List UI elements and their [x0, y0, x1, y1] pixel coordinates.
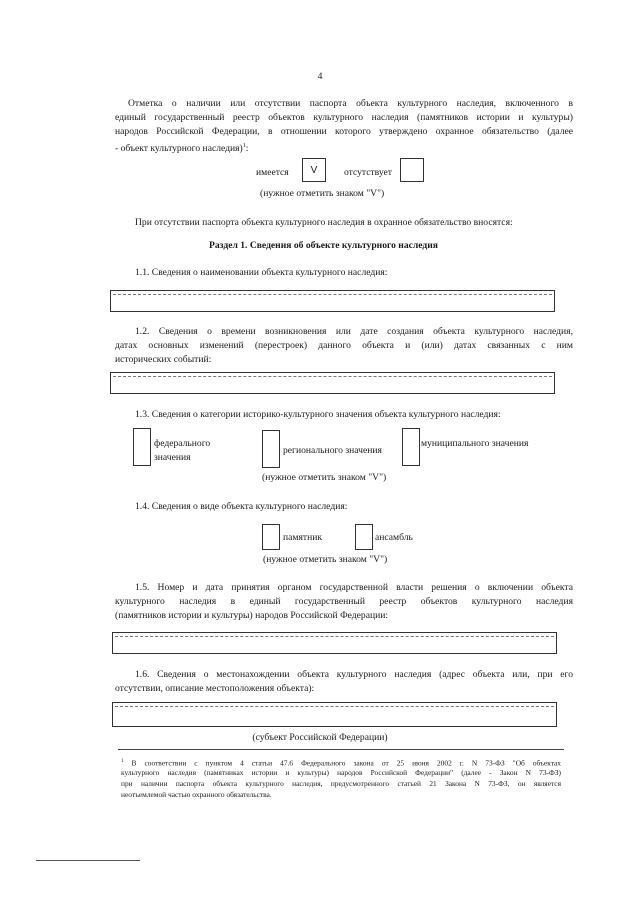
passport-exists-checkbox[interactable] [302, 158, 326, 182]
intro-line-4-colon: : [245, 143, 249, 155]
municipal-checkbox[interactable] [402, 428, 420, 466]
passport-absent-label: отсутствует [344, 167, 392, 178]
page-number: 4 [317, 71, 323, 82]
intro-line-4 [115, 139, 573, 156]
location-field[interactable] [112, 702, 557, 727]
passport-note: (нужное отметить знаком "V") [260, 188, 385, 199]
object-dates-field[interactable] [110, 372, 555, 394]
section-1-5-line-1: 1.5. Номер и дата принятия органом государственной власти решения о включении объекта [135, 582, 573, 593]
intro-line-4-text: - объект культурного наследия) [115, 143, 243, 155]
monument-checkbox[interactable] [262, 524, 280, 550]
passport-exists-mark: V [310, 165, 318, 176]
section-1-1-label: 1.1. Сведения о наименовании объекта культурного наследия: [135, 267, 388, 278]
regional-label: регионального значения [283, 445, 382, 456]
section-1-2-line-1: 1.2. Сведения о времени возникновения или дате создания объекта культурного наследия, [135, 326, 573, 337]
object-name-field[interactable] [110, 290, 555, 312]
section-1-6-line-2: отсутствии, описание местоположения объекта): [115, 683, 315, 694]
footnote-line-1-text: В соответствии с пунктом 4 статьи 47.6 Федерального закона от 25 июня 2002 г. N 73-ФЗ "Об объектах [131, 758, 561, 768]
monument-label: памятник [283, 532, 322, 543]
section-1-3-label: 1.3. Сведения о категории историко-культурного значения объекта культурного наследия: [135, 409, 501, 420]
intro-line-3: народов Российской Федерации, в отношении которого утверждено охранное обязательство (далее [115, 126, 573, 137]
section-1-5-line-2: культурного наследия в единый государственный реестр объектов культурного наследия [115, 596, 573, 607]
intro-line-2: единый государственный реестр объектов культурного наследия (памятников истории и культуры) [115, 112, 573, 123]
federal-label-line-2: значения [154, 452, 191, 463]
federal-checkbox[interactable] [133, 428, 151, 466]
registry-decision-field[interactable] [112, 632, 557, 654]
regional-checkbox[interactable] [262, 430, 280, 468]
footnote-mark: 1 [121, 759, 124, 764]
ensemble-checkbox[interactable] [355, 524, 373, 550]
footnote-line-4: неотъемлемой частью охранного обязательства. [121, 790, 272, 799]
section-1-5-line-3: (памятников истории и культуры) народов Российской Федерации: [115, 610, 389, 621]
footnote-line-1 [121, 757, 561, 768]
section-1-6-line-1: 1.6. Сведения о местонахождении объекта культурного наследия (адрес объекта или, при его [135, 669, 573, 680]
municipal-label: муниципального значения [421, 438, 529, 449]
section-1-4-label: 1.4. Сведения о виде объекта культурного наследия: [135, 501, 348, 512]
intro-line-1: Отметка о наличии или отсутствии паспорта объекта культурного наследия, включенного в [128, 98, 573, 109]
absent-passport-note: При отсутствии паспорта объекта культурного наследия в охранное обязательство вносятся: [135, 217, 513, 228]
section-1-2-line-2: датах основных изменений (перестроек) данного объекта и (или) датах связанных с ним [115, 340, 573, 351]
section-1-2-line-3: исторических событий: [115, 354, 212, 365]
ensemble-label: ансамбль [375, 532, 413, 543]
page-bottom-rule [36, 860, 140, 861]
category-note: (нужное отметить знаком "V") [262, 472, 387, 483]
footnote-line-3: при наличии паспорта объекта культурного наследия, предусмотренного статьей 21 Закона N 73-ФЗ, он является [121, 779, 561, 788]
type-note: (нужное отметить знаком "V") [263, 554, 388, 565]
federal-label-line-1: федерального [154, 438, 211, 449]
footnote-separator [118, 749, 564, 750]
footnote-reference: 1 [242, 143, 246, 149]
section-1-title: Раздел 1. Сведения об объекте культурного наследия [209, 240, 438, 251]
passport-absent-checkbox[interactable] [400, 158, 424, 182]
passport-exists-label: имеется [256, 167, 289, 178]
subject-caption: (субъект Российской Федерации) [252, 732, 388, 743]
footnote-line-2: культурного наследия (памятниках истории и культуры) народов Российской Федерации" (далее - Закон N 73-ФЗ) [121, 768, 561, 777]
